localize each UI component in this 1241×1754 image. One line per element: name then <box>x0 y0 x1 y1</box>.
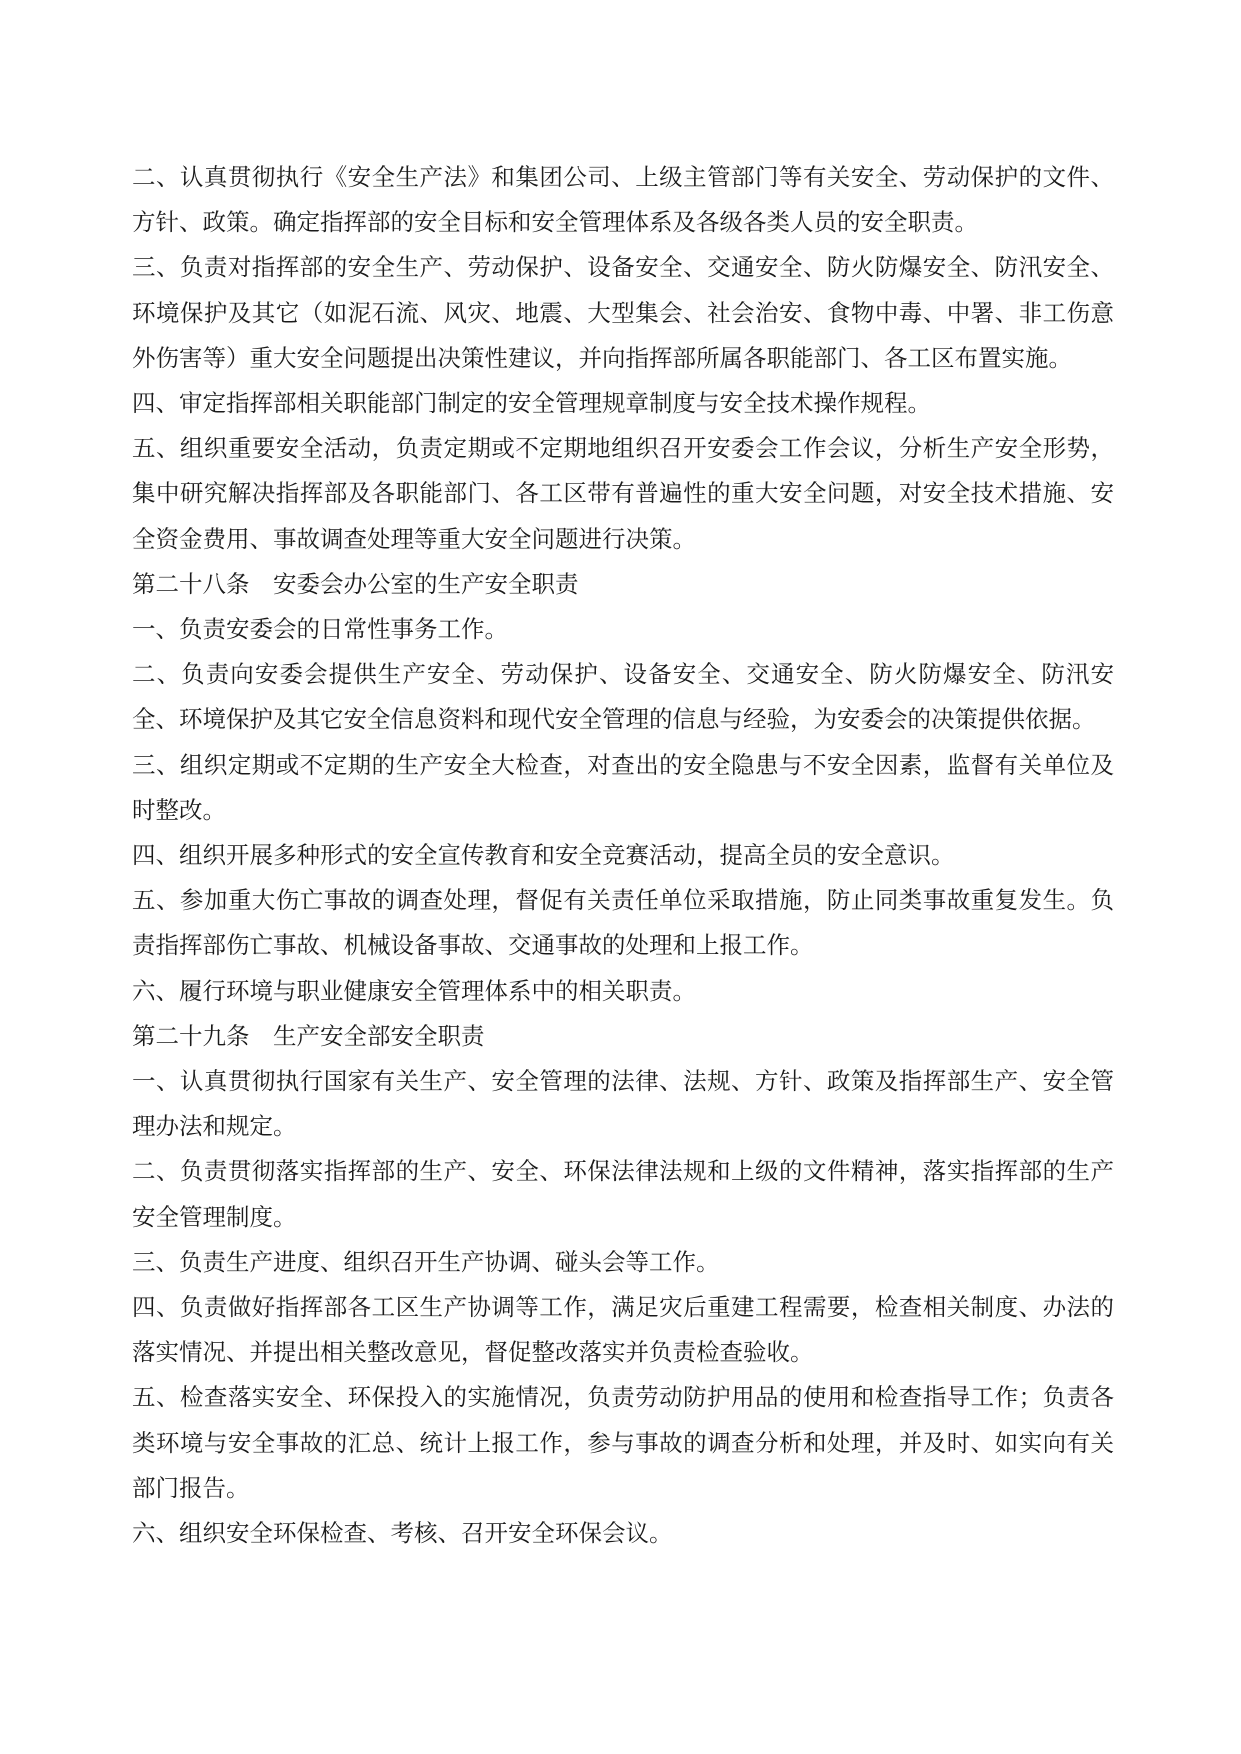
paragraph-29-2: 二、负责贯彻落实指挥部的生产、安全、环保法律法规和上级的文件精神，落实指挥部的生产安全管理制度。 <box>132 1157 1114 1231</box>
paragraph-29-3: 三、负责生产进度、组织召开生产协调、碰头会等工作。 <box>132 1247 720 1276</box>
paragraph-29-5: 五、检查落实安全、环保投入的实施情况，负责劳动防护用品的使用和检查指导工作；负责各类环境与安全事故的汇总、统计上报工作，参与事故的调查分析和处理，并及时、如实向有关部门报告。 <box>132 1383 1114 1502</box>
paragraph-5-safety-activities: 五、组织重要安全活动，负责定期或不定期地组织召开安委会工作会议，分析生产安全形势，集中研究解决指挥部及各职能部门、各工区带有普遍性的重大安全问题，对安全技术措施、安全资金费用、事故调查处理等重大安全问题进行决策。 <box>132 434 1114 553</box>
paragraph-3-safety-decisions: 三、负责对指挥部的安全生产、劳动保护、设备安全、交通安全、防火防爆安全、防汛安全、环境保护及其它（如泥石流、风灾、地震、大型集会、社会治安、食物中毒、中署、非工伤意外伤害等）重大安全问题提出决策性建议，并向指挥部所属各职能部门、各工区布置实施。 <box>132 253 1114 372</box>
paragraph-28-2: 二、负责向安委会提供生产安全、劳动保护、设备安全、交通安全、防火防爆安全、防汛安全、环境保护及其它安全信息资料和现代安全管理的信息与经验，为安委会的决策提供依据。 <box>132 660 1114 734</box>
paragraph-28-3: 三、组织定期或不定期的生产安全大检查，对查出的安全隐患与不安全因素，监督有关单位及时整改。 <box>132 750 1114 824</box>
article-29-heading: 第二十九条 生产安全部安全职责 <box>132 1021 485 1050</box>
paragraph-2-implement-law: 二、认真贯彻执行《安全生产法》和集团公司、上级主管部门等有关安全、劳动保护的文件、方针、政策。确定指挥部的安全目标和安全管理体系及各级各类人员的安全职责。 <box>132 163 1114 237</box>
paragraph-28-6: 六、履行环境与职业健康安全管理体系中的相关职责。 <box>132 976 696 1005</box>
paragraph-4-approve-rules: 四、审定指挥部相关职能部门制定的安全管理规章制度与安全技术操作规程。 <box>132 389 931 418</box>
paragraph-29-1: 一、认真贯彻执行国家有关生产、安全管理的法律、法规、方针、政策及指挥部生产、安全管理办法和规定。 <box>132 1067 1114 1141</box>
paragraph-29-4: 四、负责做好指挥部各工区生产协调等工作，满足灾后重建工程需要，检查相关制度、办法的落实情况、并提出相关整改意见，督促整改落实并负责检查验收。 <box>132 1293 1114 1367</box>
document-body <box>132 155 1114 1556</box>
article-28-heading: 第二十八条 安委会办公室的生产安全职责 <box>132 569 579 598</box>
paragraph-28-1: 一、负责安委会的日常性事务工作。 <box>132 615 508 644</box>
paragraph-28-5: 五、参加重大伤亡事故的调查处理，督促有关责任单位采取措施，防止同类事故重复发生。负责指挥部伤亡事故、机械设备事故、交通事故的处理和上报工作。 <box>132 886 1114 960</box>
paragraph-28-4: 四、组织开展多种形式的安全宣传教育和安全竞赛活动，提高全员的安全意识。 <box>132 841 955 870</box>
paragraph-29-6: 六、组织安全环保检查、考核、召开安全环保会议。 <box>132 1519 673 1548</box>
